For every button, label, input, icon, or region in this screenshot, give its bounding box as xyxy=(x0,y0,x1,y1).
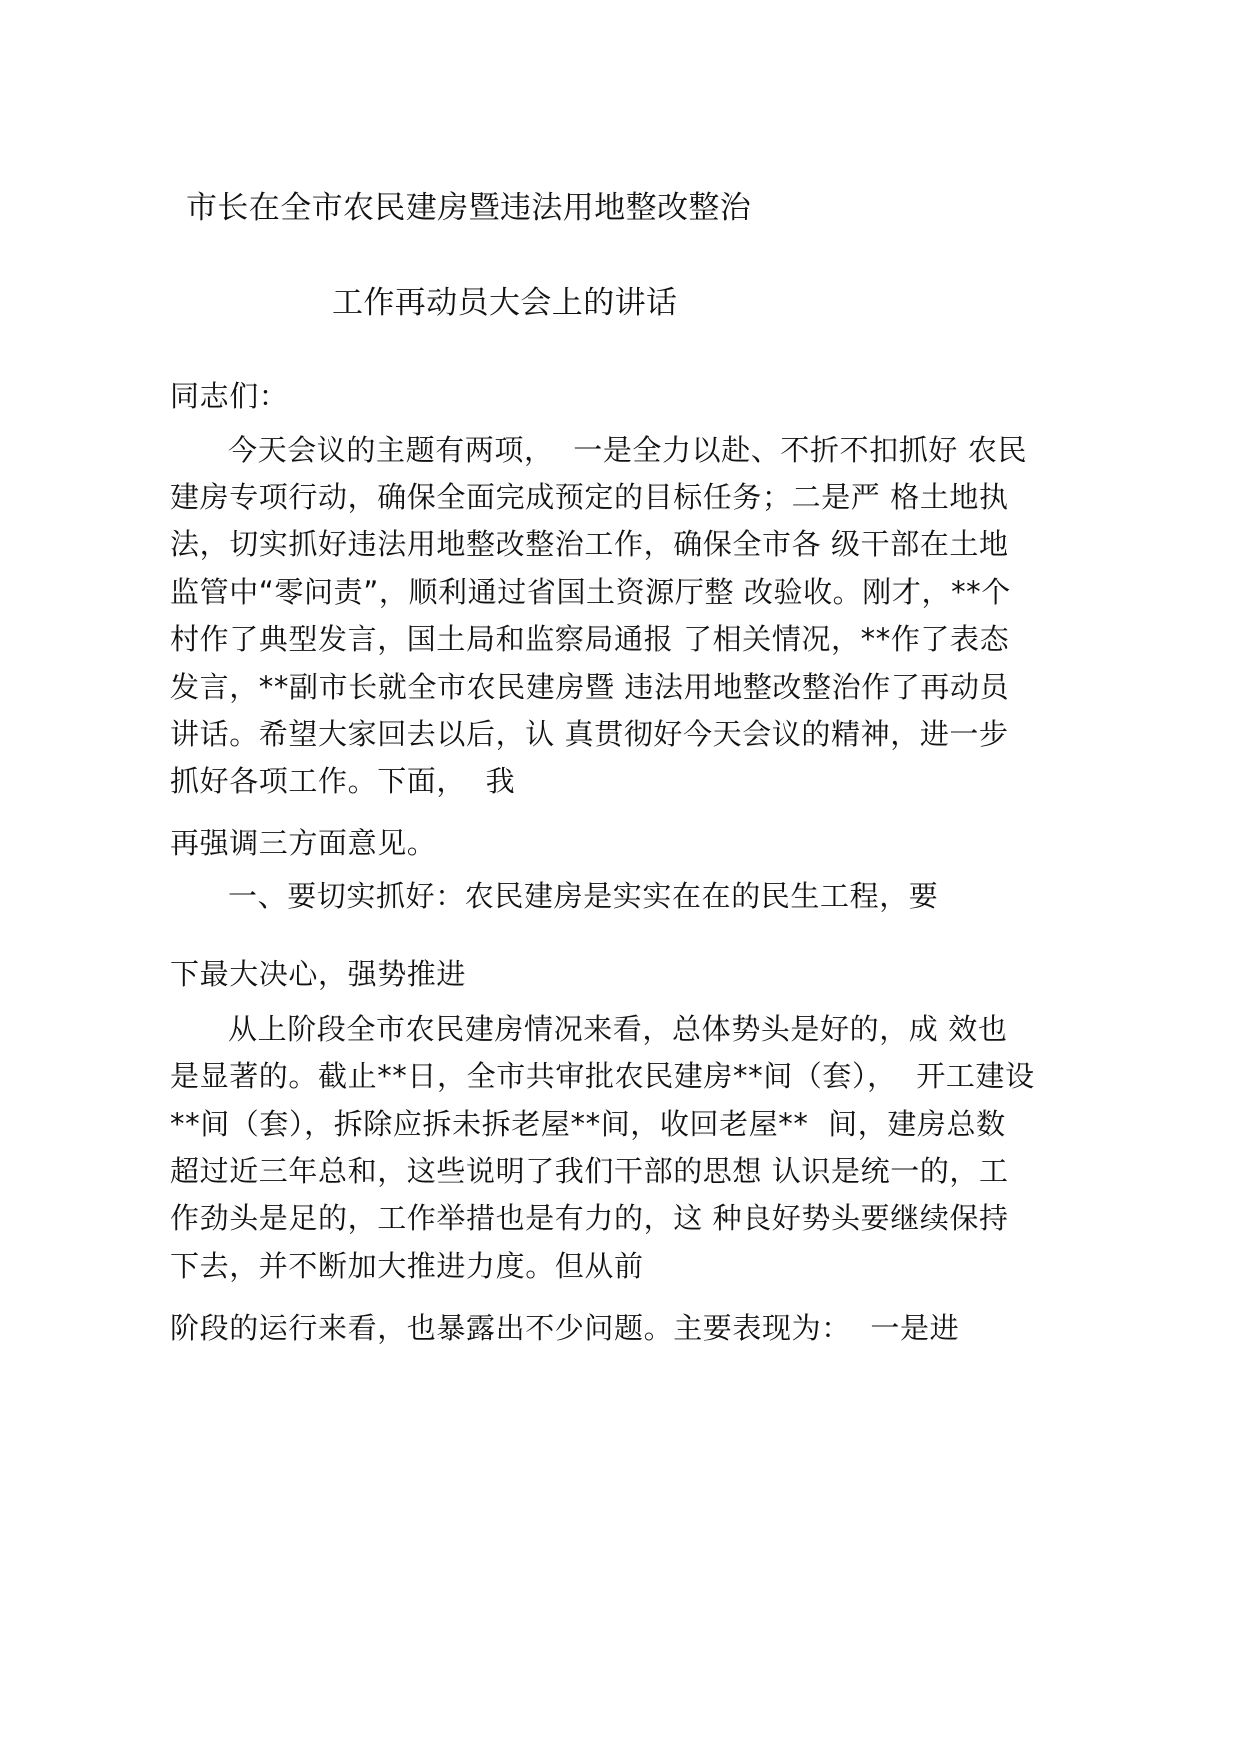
paragraph-2-line: 从上阶段全市农民建房情况来看，总体势头是好的，成 效也 xyxy=(228,1012,1008,1046)
section-heading-1-continuation: 下最大决心，强势推进 xyxy=(170,957,467,991)
paragraph-1-line: 村作了典型发言，国土局和监察局通报 了相关情况，**作了表态 xyxy=(170,622,1010,656)
paragraph-2-line: 作劲头是足的，工作举措也是有力的，这 种良好势头要继续保持 xyxy=(170,1201,1009,1235)
salutation: 同志们： xyxy=(170,379,289,413)
paragraph-2-line: **间（套），拆除应拆未拆老屋**间，收回老屋** 间，建房总数 xyxy=(170,1107,1006,1141)
paragraph-1-line: 今天会议的主题有两项， 一是全力以赴、不折不扣抓好 农民 xyxy=(228,433,1028,467)
paragraph-1-line: 监管中“零问责”，顺利通过省国土资源厅整 改验收。刚才，**个 xyxy=(170,575,1011,609)
paragraph-1-tail: 再强调三方面意见。 xyxy=(170,826,437,860)
paragraph-1-line: 讲话。希望大家回去以后，认 真贯彻好今天会议的精神，进一步 xyxy=(170,717,1009,751)
paragraph-1-line: 抓好各项工作。下面， 我 xyxy=(170,764,516,798)
paragraph-2-line: 超过近三年总和，这些说明了我们干部的思想 认识是统一的，工 xyxy=(170,1154,1009,1188)
document-title-line-1: 市长在全市农民建房暨违法用地整改整治 xyxy=(186,190,752,226)
paragraph-2-tail: 阶段的运行来看，也暴露出不少问题。主要表现为： 一是进 xyxy=(170,1311,960,1345)
paragraph-2-line: 下去，并不断加大推进力度。但从前 xyxy=(170,1249,644,1283)
document-title-line-2: 工作再动员大会上的讲话 xyxy=(332,285,678,321)
paragraph-1-line: 法，切实抓好违法用地整改整治工作，确保全市各 级干部在土地 xyxy=(170,527,1009,561)
section-heading-1: 一、要切实抓好：农民建房是实实在在的民生工程，要 xyxy=(228,879,939,913)
paragraph-1-line: 建房专项行动，确保全面完成预定的目标任务；二是严 格土地执 xyxy=(170,480,1009,514)
paragraph-2-line: 是显著的。截止**日，全市共审批农民建房**间（套）， 开工建设 xyxy=(170,1059,1035,1093)
paragraph-1-line: 发言，**副市长就全市农民建房暨 违法用地整改整治作了再动员 xyxy=(170,670,1010,704)
